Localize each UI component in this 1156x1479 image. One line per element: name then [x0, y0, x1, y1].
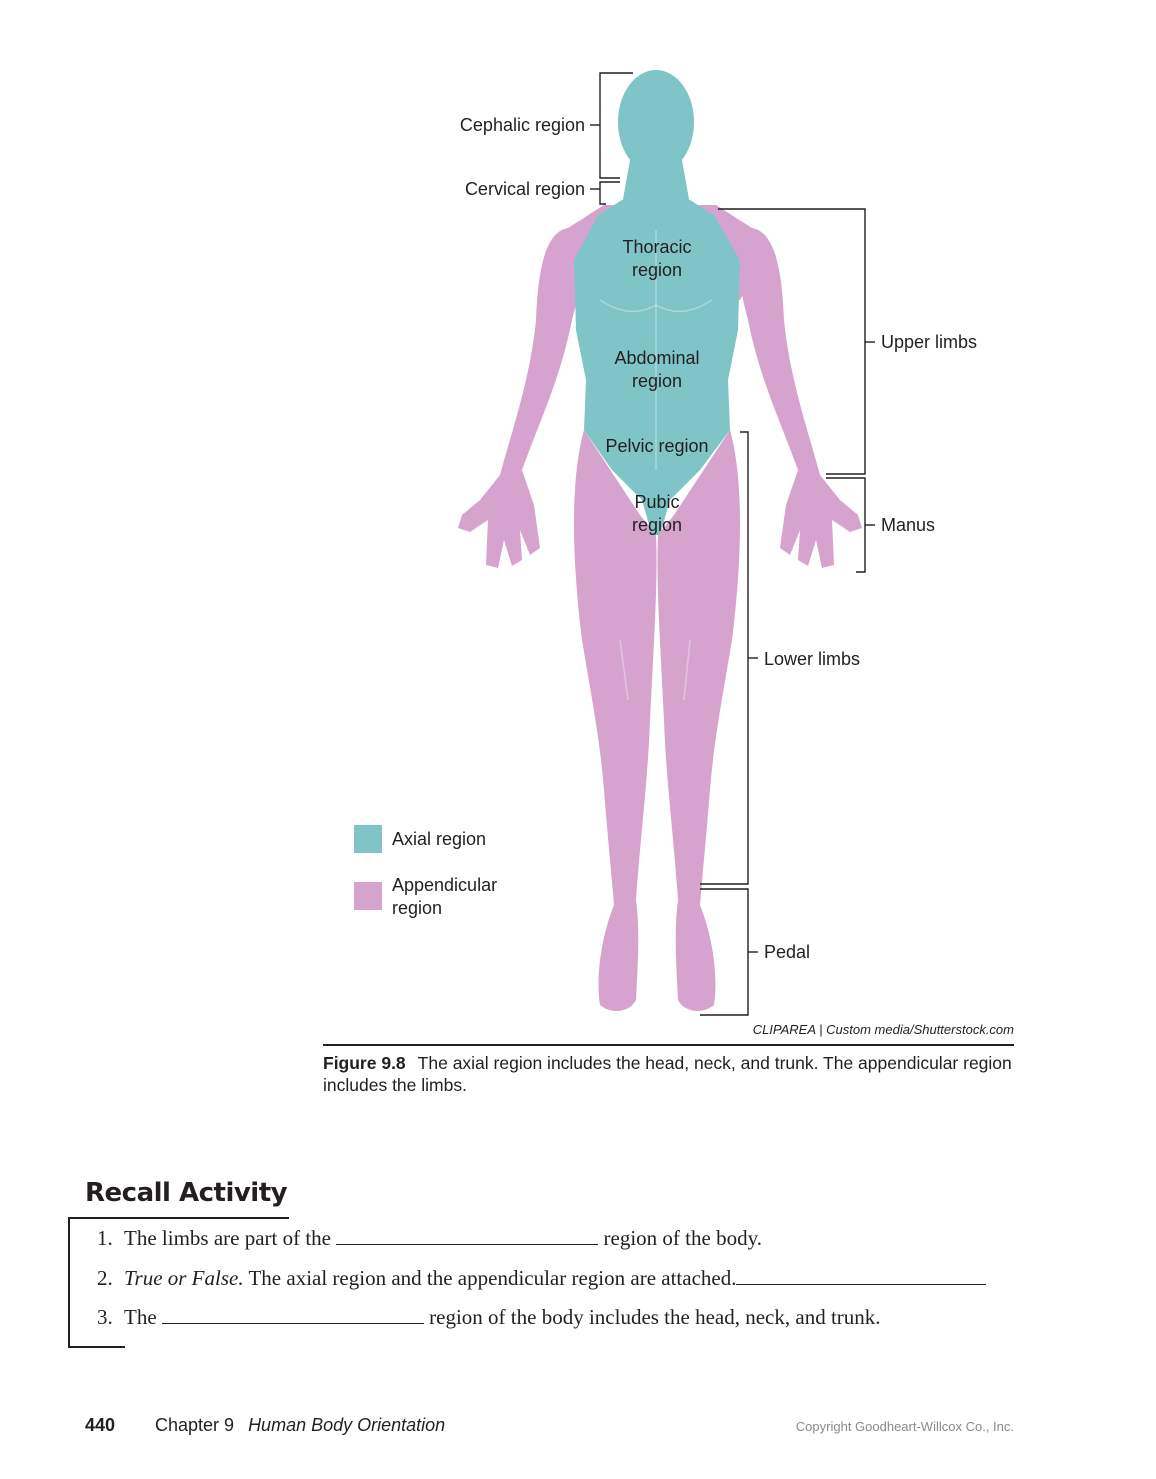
recall-question-1: [97, 1226, 762, 1251]
label-pubic-line1: Pubic: [634, 492, 680, 512]
answer-blank-1[interactable]: [336, 1226, 598, 1245]
label-cephalic-region: Cephalic region: [459, 115, 585, 135]
question-text-before: The: [124, 1305, 157, 1329]
label-thoracic-line2: region: [631, 260, 683, 280]
figure-caption-text: The axial region includes the head, neck, and trunk. The appendicular region includes the limbs.: [323, 1053, 1012, 1095]
figure-caption-label: Figure 9.8: [323, 1053, 406, 1073]
chapter-label: [155, 1415, 445, 1436]
legend-swatch-appendicular: [354, 882, 382, 910]
recall-box-rule-bottom: [68, 1346, 125, 1348]
legend-label-axial: Axial region: [392, 829, 487, 849]
recall-box-rule-left: [68, 1217, 70, 1348]
chapter-number: Chapter 9: [155, 1415, 235, 1435]
legend-label-appendicular-line2: region: [392, 898, 443, 918]
label-upper-limbs: Upper limbs: [881, 332, 978, 352]
answer-blank-3[interactable]: [162, 1305, 424, 1324]
question-text-after: region of the body.: [603, 1226, 762, 1250]
recall-question-2: [97, 1266, 986, 1291]
recall-box-rule-top: [68, 1217, 289, 1219]
label-pelvic-region: Pelvic region: [605, 436, 709, 456]
legend: [354, 825, 497, 918]
caption-rule: [323, 1044, 1014, 1046]
label-manus: Manus: [881, 515, 936, 535]
figure-caption: [323, 1052, 1023, 1096]
question-text-after: region of the body includes the head, neck, and trunk.: [429, 1305, 881, 1329]
recall-activity-title: Recall Activity: [85, 1178, 288, 1208]
answer-blank-2[interactable]: [736, 1266, 986, 1285]
label-cervical-region: Cervical region: [464, 179, 585, 199]
question-number: 1.: [97, 1226, 113, 1250]
page-number: 440: [85, 1415, 116, 1435]
label-thoracic-line1: Thoracic: [622, 237, 692, 257]
question-lead: True or False.: [124, 1266, 244, 1290]
question-text-before: The limbs are part of the: [124, 1226, 332, 1250]
label-pubic-line2: region: [631, 515, 683, 535]
legend-swatch-axial: [354, 825, 382, 853]
question-number: 2.: [97, 1266, 113, 1290]
label-abdominal-line2: region: [631, 371, 683, 391]
recall-question-3: [97, 1305, 881, 1330]
label-abdominal-line1: Abdominal: [614, 348, 700, 368]
question-text-before: The axial region and the appendicular region are attached.: [248, 1266, 737, 1290]
question-number: 3.: [97, 1305, 113, 1329]
legend-label-appendicular-line1: Appendicular: [392, 875, 498, 895]
chapter-title: Human Body Orientation: [248, 1415, 446, 1435]
label-pedal: Pedal: [764, 942, 811, 962]
copyright: Copyright Goodheart-Willcox Co., Inc.: [795, 1419, 1014, 1434]
label-lower-limbs: Lower limbs: [764, 649, 861, 669]
image-credit: CLIPAREA | Custom media/Shutterstock.com: [752, 1022, 1014, 1037]
